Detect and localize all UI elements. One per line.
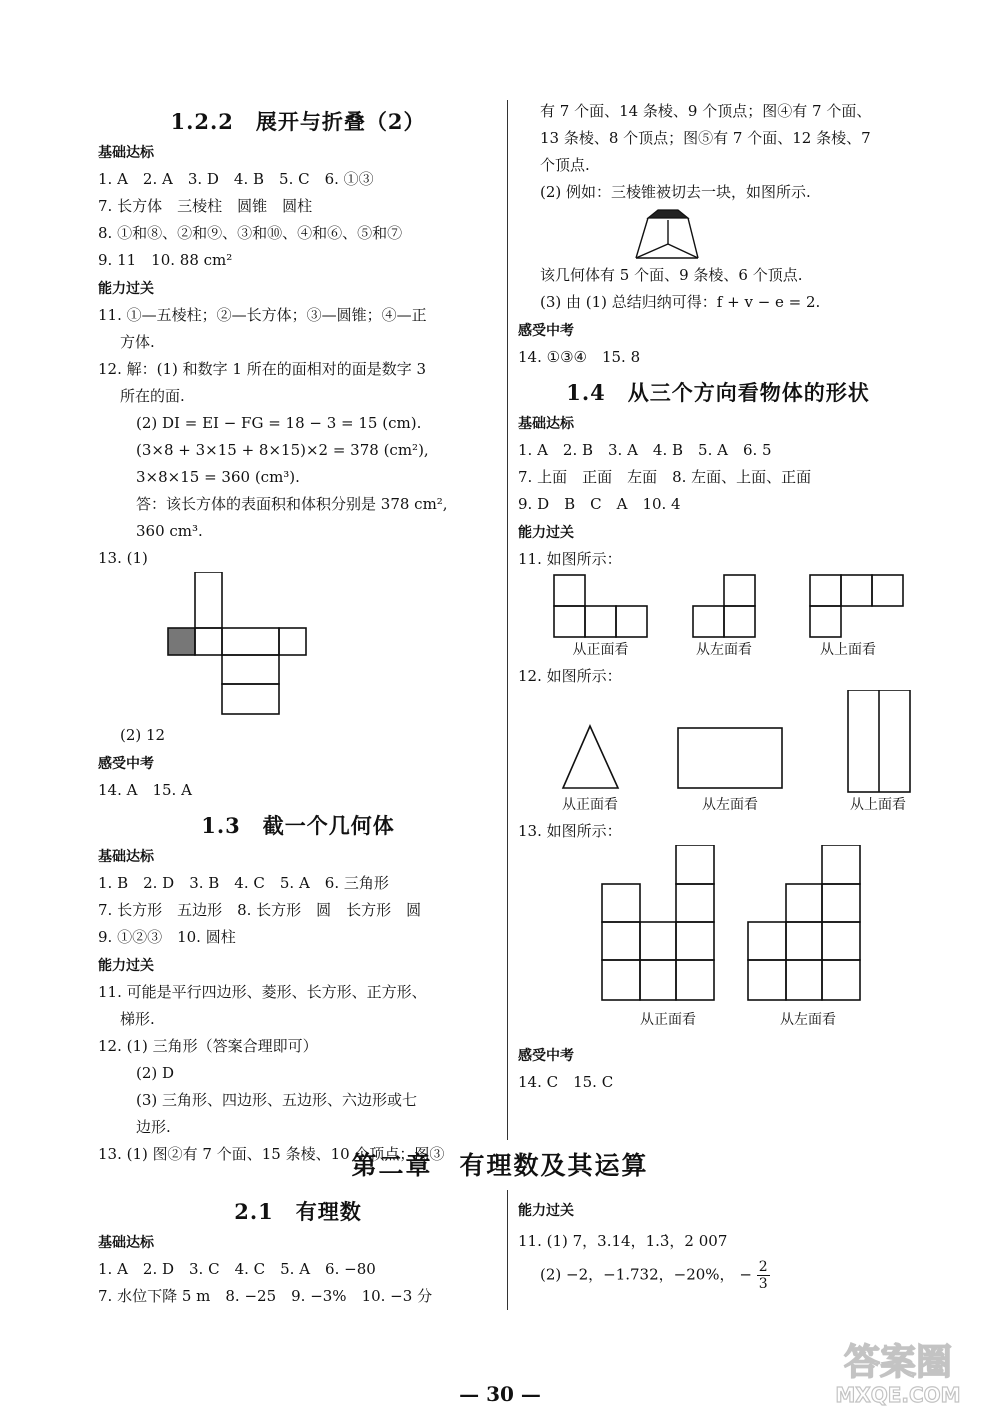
truncated-pyramid-figure xyxy=(518,206,918,262)
answer-line: 13 条棱、8 个顶点；图⑤有 7 个面、12 条棱、7 xyxy=(540,129,871,147)
basic-label: 基础达标 xyxy=(98,145,154,161)
caption-front-view: 从正面看 xyxy=(640,1012,696,1028)
caption-left-view: 从左面看 xyxy=(780,1012,836,1028)
answer-line: (3) 由 (1) 总结归纳可得：f + v − e = 2. xyxy=(540,293,821,311)
answer-line: 7. 长方形 五边形 8. 长方形 圆 长方形 圆 xyxy=(98,901,422,919)
answer-line: 1. A 2. B 3. A 4. B 5. A 6. 5 xyxy=(518,441,772,459)
answer-line: 8. ①和⑧、②和⑨、③和⑩、④和⑥、⑤和⑦ xyxy=(98,224,403,242)
right-column xyxy=(518,98,918,1096)
caption-left-view: 从左面看 xyxy=(696,642,752,658)
fraction xyxy=(757,1259,770,1292)
answer-line: 7. 上面 正面 左面 8. 左面、上面、正面 xyxy=(518,468,812,486)
answer-line: 360 cm³. xyxy=(136,522,203,540)
answer-line: 13. (1) 图②有 7 个面、15 条棱、10 个顶点；图③ xyxy=(98,1145,445,1163)
answer-line: (2) D xyxy=(136,1064,175,1082)
answer-line: (2) 例如：三棱锥被切去一块，如图所示. xyxy=(540,183,811,201)
fraction-denominator: 3 xyxy=(758,1276,768,1292)
answer-line: 梯形. xyxy=(120,1010,155,1028)
answer-line: 14. C 15. C xyxy=(518,1073,614,1091)
ability-label: 能力过关 xyxy=(518,1203,574,1219)
section-title-1-4: 1.4 从三个方向看物体的形状 xyxy=(566,380,870,405)
answer-line: 方体. xyxy=(120,333,155,351)
answer-line: (3) 三角形、四边形、五边形、六边形或七 xyxy=(136,1091,418,1109)
answer-line: 1. A 2. D 3. C 4. C 5. A 6. −80 xyxy=(98,1260,376,1278)
answer-line: 13. (1) xyxy=(98,549,148,567)
answer-line: 个顶点. xyxy=(540,156,590,174)
answer-line: 7. 水位下降 5 m 8. −25 9. −3% 10. −3 分 xyxy=(98,1287,433,1305)
basic-label: 基础达标 xyxy=(98,1235,154,1251)
answer-line: 12. (1) 三角形（答案合理即可） xyxy=(98,1037,318,1055)
caption-front-view: 从正面看 xyxy=(562,797,618,813)
q13-views-figure xyxy=(518,845,918,1041)
section-title-1-2-2: 1.2.2 展开与折叠（2） xyxy=(170,109,426,134)
caption-top-view: 从上面看 xyxy=(820,642,876,658)
q11-views-figure xyxy=(518,573,918,663)
net-figure xyxy=(98,572,498,722)
answer-line: 11. ①—五棱柱；②—长方体；③—圆锥；④—正 xyxy=(98,306,427,324)
section-title-1-3: 1.3 截一个几何体 xyxy=(201,813,395,838)
ability-label: 能力过关 xyxy=(518,525,574,541)
ability-label: 能力过关 xyxy=(98,958,154,974)
left-column-bottom xyxy=(98,1190,498,1310)
answer-line xyxy=(518,1259,918,1292)
answer-line: 答：该长方体的表面积和体积分别是 378 cm², xyxy=(136,495,448,513)
caption-front-view: 从正面看 xyxy=(572,642,629,658)
answer-text: (2) −2，−1.732，−20%， xyxy=(540,1265,735,1284)
fraction-numerator: 2 xyxy=(758,1259,768,1275)
answer-line: 13. 如图所示： xyxy=(518,822,622,840)
caption-left-view: 从左面看 xyxy=(702,797,758,813)
answer-line: 该几何体有 5 个面、9 条棱、6 个顶点. xyxy=(540,266,803,284)
answer-line: 1. B 2. D 3. B 4. C 5. A 6. 三角形 xyxy=(98,874,389,892)
answer-line: 11. 如图所示： xyxy=(518,550,622,568)
answer-line: (3×8 + 3×15 + 8×15)×2 = 378 (cm²), xyxy=(136,441,429,459)
caption-top-view: 从上面看 xyxy=(850,797,906,813)
answer-line: 14. A 15. A xyxy=(98,781,192,799)
basic-label: 基础达标 xyxy=(98,849,154,865)
fraction-sign: − xyxy=(739,1265,752,1284)
svg-text:MXQE.COM: MXQE.COM xyxy=(835,1383,961,1407)
basic-label: 基础达标 xyxy=(518,416,574,432)
answer-line: 11. 可能是平行四边形、菱形、长方形、正方形、 xyxy=(98,983,427,1001)
answer-line: 12. 如图所示： xyxy=(518,667,622,685)
watermark-logo xyxy=(818,1330,978,1410)
exam-label: 感受中考 xyxy=(98,756,154,772)
left-column xyxy=(98,100,498,1168)
answer-line: 3×8×15 = 360 (cm³). xyxy=(136,468,300,486)
section-title-2-1: 2.1 有理数 xyxy=(234,1199,362,1224)
svg-text:答案圈: 答案圈 xyxy=(843,1342,953,1383)
answer-line: 12. 解：(1) 和数字 1 所在的面相对的面是数字 3 xyxy=(98,360,427,378)
answer-line: 1. A 2. A 3. D 4. B 5. C 6. ①③ xyxy=(98,170,374,188)
answer-line: 边形. xyxy=(136,1118,171,1136)
exam-label: 感受中考 xyxy=(518,323,574,339)
answer-line: 9. ①②③ 10. 圆柱 xyxy=(98,928,236,946)
answer-line: (2) DI = EI − FG = 18 − 3 = 15 (cm). xyxy=(136,414,422,432)
answer-line: 9. D B C A 10. 4 xyxy=(518,495,681,513)
page-number: — 30 — xyxy=(459,1382,541,1406)
answer-line: 14. ①③④ 15. 8 xyxy=(518,348,641,366)
answer-line: 9. 11 10. 88 cm² xyxy=(98,251,233,269)
q12-views-figure xyxy=(518,690,918,818)
answer-line: 所在的面. xyxy=(120,387,185,405)
answer-line: 11. (1) 7，3.14，1.3̇，2 007 xyxy=(518,1232,728,1250)
answer-line: 有 7 个面、14 条棱、9 个顶点；图④有 7 个面、 xyxy=(540,102,872,120)
exam-label: 感受中考 xyxy=(518,1048,574,1064)
chapter-title: 第二章 有理数及其运算 xyxy=(351,1151,649,1180)
answer-line: (2) 12 xyxy=(120,726,166,744)
column-divider-bottom xyxy=(507,1190,508,1310)
ability-label: 能力过关 xyxy=(98,281,154,297)
answer-line: 7. 长方体 三棱柱 圆锥 圆柱 xyxy=(98,197,313,215)
column-divider-top xyxy=(507,100,508,1140)
right-column-bottom xyxy=(518,1196,918,1292)
